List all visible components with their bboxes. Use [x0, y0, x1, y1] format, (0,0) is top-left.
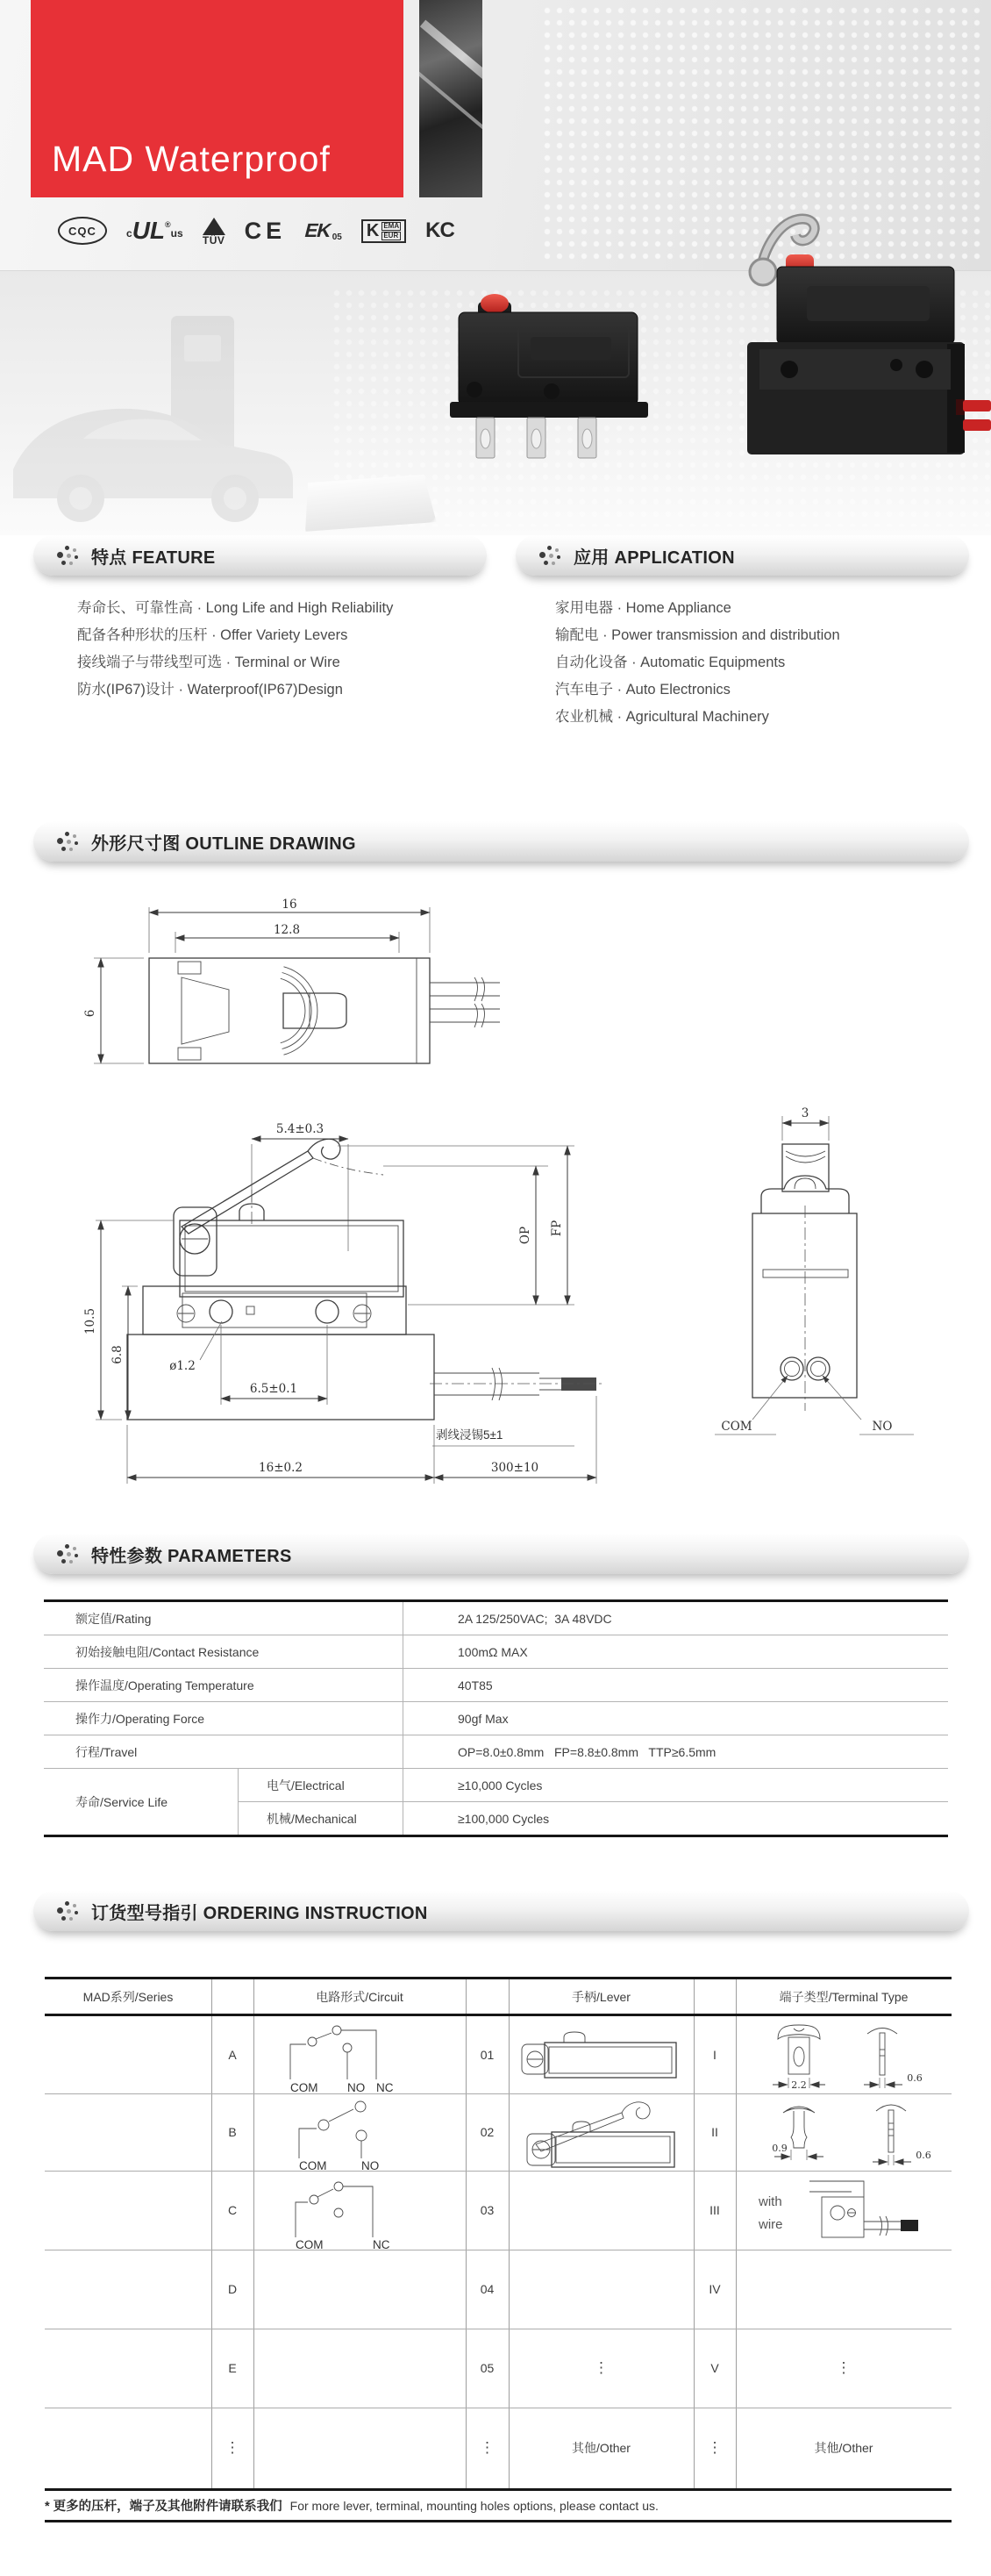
feature-list [77, 595, 393, 704]
terminal-code: II [711, 2125, 718, 2139]
ul-us-label: us [170, 227, 183, 240]
other-option: 其他/Other [572, 2441, 631, 2455]
table-row [44, 1702, 948, 1735]
circuit-label-no: NO [361, 2159, 380, 2171]
outline-title: 外形尺寸图 OUTLINE DRAWING [91, 834, 356, 854]
tuv-triangle-icon [203, 218, 225, 235]
ev-car-photo [0, 298, 333, 535]
lever-drawing-hook-lever [518, 2099, 681, 2171]
kc-label: KC [425, 218, 454, 242]
dim-label: 0.6 [916, 2150, 931, 2161]
with-wire-note: with [759, 2194, 782, 2209]
series-code: B [228, 2125, 237, 2139]
terminal-code: IV [709, 2282, 721, 2296]
section-dots-icon [56, 1543, 80, 1565]
dim-label: 6.8 [111, 1345, 125, 1364]
ellipsis-more: ⋮ [594, 2359, 609, 2376]
application-item: 汽车电子 · Auto Electronics [555, 682, 731, 698]
outline-end-view-drawing [710, 1076, 921, 1448]
footer-note-zh: * 更多的压杆，端子及其他附件请联系我们 [45, 2500, 282, 2514]
dim-label: 0.6 [907, 2072, 923, 2084]
feature-item: 寿命长、可靠性高 · Long Life and High Reliability [77, 600, 394, 616]
ek-label: EK [303, 219, 333, 241]
feature-section-header [33, 535, 487, 576]
column-header-lever: 手柄/Lever [572, 1989, 631, 2004]
param-label: 额定值/Rating [75, 1611, 152, 1626]
dim-label: 6 [83, 1009, 97, 1018]
param-value: 2A 125/250VAC; 3A 48VDC [403, 1602, 948, 1635]
terminal-drawing-type1 [764, 2020, 948, 2095]
terminal-code: I [713, 2048, 717, 2062]
section-dots-icon [56, 545, 80, 567]
parameters-section-header [33, 1534, 969, 1574]
terminal-drawing-type2 [764, 2097, 948, 2172]
dim-label: 0.9 [772, 2143, 788, 2154]
other-option: 其他/Other [814, 2441, 873, 2455]
param-value: ≥10,000 Cycles [403, 1769, 948, 1802]
dim-label: 300±10 [490, 1461, 539, 1475]
footer-note-en: For more lever, terminal, mounting holes options, please contact us. [289, 2499, 659, 2513]
param-label: 寿命/Service Life [75, 1794, 168, 1809]
dim-label: 10.5 [83, 1307, 97, 1335]
outline-side-view-drawing [83, 1120, 610, 1497]
param-value: 40T85 [403, 1669, 948, 1701]
column-header-terminal: 端子类型/Terminal Type [779, 1989, 909, 2004]
ul-label: UL [132, 217, 166, 244]
outline-section-header [33, 821, 969, 862]
application-item: 农业机械 · Agricultural Machinery [555, 709, 769, 725]
cqc-label: CQC [68, 224, 96, 238]
tuv-label: TÜV [202, 233, 225, 247]
tuv-logo [203, 218, 225, 245]
param-value: OP=8.0±0.8mm FP=8.8±0.8mm TTP≥6.5mm [403, 1735, 948, 1768]
table-row [44, 1735, 948, 1769]
switch-photo-lever-wire-type [675, 211, 991, 465]
param-sublabel: 机械/Mechanical [267, 1811, 357, 1826]
param-sublabel: 电气/Electrical [239, 1769, 403, 1802]
series-code: C [227, 2203, 238, 2217]
lever-code: 03 [480, 2203, 495, 2217]
circuit-label-nc: NC [373, 2238, 390, 2250]
pcb-photo-strip [419, 0, 482, 197]
circuit-label-com: COM [296, 2238, 324, 2250]
ellipsis-more: ⋮ [707, 2439, 723, 2456]
circuit-diagram-spst-nc [245, 2176, 438, 2250]
param-label: 行程/Travel [75, 1744, 138, 1759]
application-title: 应用 APPLICATION [574, 547, 735, 568]
circuit-diagram-spdt [245, 2020, 438, 2093]
ul-reg-mark: ® [165, 220, 171, 229]
param-label: 操作温度/Operating Temperature [75, 1678, 254, 1692]
kema-eur-label: EUR [381, 232, 401, 240]
application-list [555, 595, 840, 731]
outline-top-view-drawing [75, 897, 504, 1151]
ce-label: CE [244, 217, 287, 244]
application-item: 输配电 · Power transmission and distribution [555, 627, 840, 643]
terminal-label: NO [872, 1420, 893, 1434]
ul-c-label: c [126, 227, 132, 240]
parameters-title: 特性参数 PARAMETERS [91, 1546, 292, 1566]
lever-code: 04 [480, 2282, 495, 2296]
dim-label: 16 [282, 898, 297, 912]
dim-label: 2.2 [791, 2079, 807, 2091]
with-wire-note: wire [759, 2217, 783, 2232]
certification-logos [58, 209, 454, 253]
series-code: D [227, 2282, 238, 2296]
kema-ema-label: EMA [383, 221, 400, 230]
dim-label: 12.8 [273, 923, 301, 937]
dim-label: 6.5±0.1 [249, 1382, 298, 1396]
section-dots-icon [56, 831, 80, 853]
wire-strip-note: 剥线浸锡5±1 [436, 1428, 503, 1442]
terminal-code: III [709, 2203, 720, 2217]
ek-logo [305, 219, 342, 242]
footer-note [45, 2496, 659, 2515]
param-value: ≥100,000 Cycles [458, 1811, 550, 1826]
lever-code: 05 [480, 2361, 495, 2375]
param-value: 90gf Max [403, 1702, 948, 1735]
table-row [44, 1635, 948, 1669]
ellipsis-more: ⋮ [480, 2439, 495, 2456]
feature-title: 特点 FEATURE [91, 547, 216, 568]
dim-label: FP [550, 1220, 564, 1237]
feature-item: 接线端子与带线型可选 · Terminal or Wire [77, 655, 340, 670]
application-item: 家用电器 · Home Appliance [555, 600, 731, 616]
ordering-table [45, 1977, 952, 2491]
page-title: MAD Waterproof [52, 139, 331, 179]
kema-k-label: K [366, 221, 380, 240]
ordering-title: 订货型号指引 ORDERING INSTRUCTION [91, 1903, 428, 1923]
lever-code: 02 [480, 2125, 495, 2139]
table-row [44, 1602, 948, 1635]
terminal-code: V [710, 2361, 719, 2375]
ellipsis-more: ⋮ [225, 2439, 240, 2456]
ek-number: 05 [332, 233, 342, 242]
dim-label: OP [518, 1226, 532, 1245]
column-header-series: MAD系列/Series [82, 1989, 174, 2004]
dim-label: 3 [801, 1106, 809, 1120]
dim-label: 5.4±0.3 [275, 1122, 324, 1136]
bottom-rule [45, 2520, 952, 2522]
dim-label: 16±0.2 [259, 1461, 303, 1475]
dim-label: ø1.2 [169, 1359, 196, 1373]
circuit-diagram-spst-no [245, 2097, 438, 2171]
terminal-label: COM [721, 1420, 752, 1434]
switch-photo-terminal-type [443, 291, 653, 462]
terminal-drawing-with-wire [746, 2174, 939, 2250]
brand-banner [31, 0, 403, 197]
application-section-header [516, 535, 969, 576]
param-value: 100mΩ MAX [403, 1635, 948, 1668]
lever-code: 01 [480, 2048, 495, 2062]
series-code: E [228, 2361, 237, 2375]
kc-logo [425, 218, 454, 243]
ordering-section-header [33, 1891, 969, 1931]
circuit-label-nc: NC [376, 2081, 394, 2093]
lever-drawing-pin-plunger [518, 2029, 681, 2085]
param-label: 操作力/Operating Force [75, 1711, 205, 1726]
series-code: A [228, 2048, 237, 2062]
column-header-circuit: 电路形式/Circuit [316, 1989, 403, 2004]
circuit-label-com: COM [290, 2081, 318, 2093]
circuit-label-com: COM [299, 2159, 327, 2171]
section-dots-icon [538, 545, 562, 567]
circuit-label-no: NO [347, 2081, 366, 2093]
ellipsis-more: ⋮ [836, 2359, 852, 2376]
ul-logo [126, 217, 183, 244]
application-item: 自动化设备 · Automatic Equipments [555, 655, 786, 670]
table-row [44, 1669, 948, 1702]
ce-logo [245, 218, 287, 245]
service-life-row [44, 1769, 948, 1835]
feature-item: 防水(IP67)设计 · Waterproof(IP67)Design [77, 682, 343, 698]
feature-item: 配备各种形状的压杆 · Offer Variety Levers [77, 627, 348, 643]
cqc-logo [58, 217, 107, 245]
section-dots-icon [56, 1900, 80, 1922]
param-label: 初始接触电阻/Contact Resistance [75, 1644, 260, 1659]
kema-keur-logo [361, 219, 406, 243]
parameters-table [44, 1599, 948, 1837]
